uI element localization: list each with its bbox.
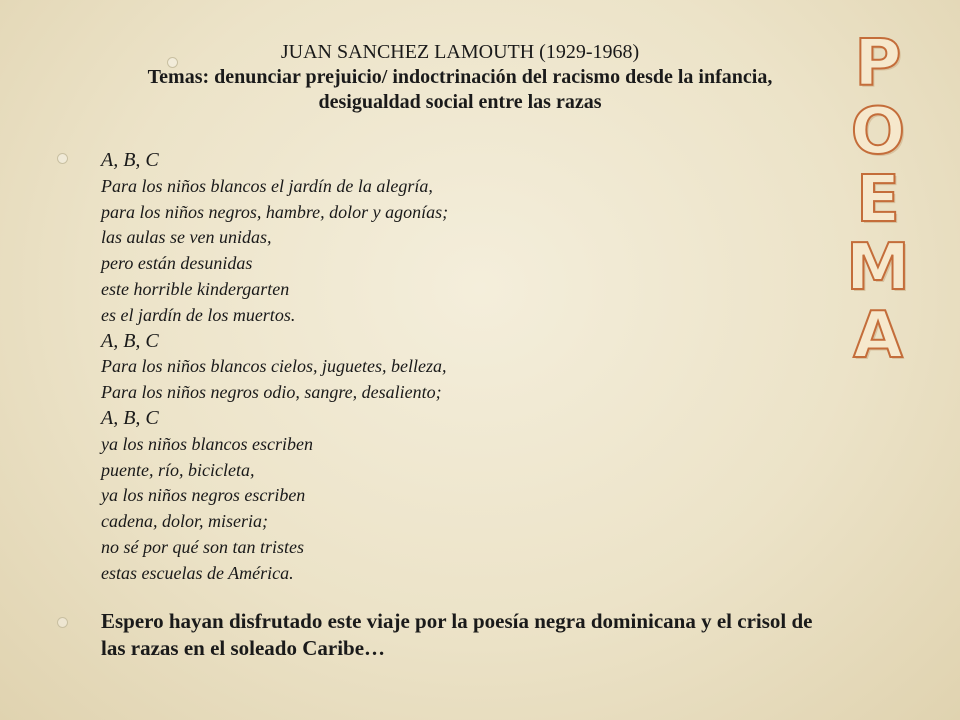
poem-line: las aulas se ven unidas,	[101, 227, 272, 248]
poem-line: A, B, C	[101, 329, 159, 352]
poem-line: para los niños negros, hambre, dolor y agonías;	[101, 201, 449, 222]
poem-line: Para los niños negros odio, sangre, desaliento;	[101, 382, 442, 403]
poem-line: Para los niños blancos cielos, juguetes, belleza,	[101, 356, 447, 377]
author-line: JUAN SANCHEZ LAMOUTH (1929-1968)	[280, 41, 640, 63]
poem-line: cadena, dolor, miseria;	[101, 511, 268, 532]
title-letter: M	[846, 231, 910, 305]
poem-line: es el jardín de los muertos.	[101, 304, 296, 325]
poem-line: pero están desunidas	[101, 253, 253, 274]
poem-line: estas escuelas de América.	[101, 562, 294, 583]
title-letter: A	[853, 299, 903, 373]
poem-line: ya los niños negros escriben	[101, 485, 306, 506]
poem-line: puente, río, bicicleta,	[101, 459, 255, 480]
poem-line: A, B, C	[101, 406, 159, 429]
poem-line: ya los niños blancos escriben	[101, 433, 313, 454]
bullet-icon	[57, 617, 68, 628]
title-letter: P	[854, 27, 902, 101]
title-letter: E	[856, 163, 900, 237]
poem-line: no sé por qué son tan tristes	[101, 536, 305, 557]
slide-header	[100, 40, 820, 115]
poem-line: este horrible kindergarten	[101, 278, 290, 299]
vertical-title-poema	[846, 27, 910, 373]
themes-line: Temas: denunciar prejuicio/ indoctrinación del racismo desde la infancia, desigualdad social entre las razas	[147, 66, 773, 113]
poem-body	[101, 148, 801, 587]
poem-line: Para los niños blancos el jardín de la alegría,	[101, 175, 433, 196]
poem-line: A, B, C	[101, 149, 159, 171]
bullet-icon	[57, 153, 68, 164]
title-letter: O	[850, 95, 906, 169]
closing-text: Espero hayan disfrutado este viaje por la poesía negra dominicana y el crisol de las razas en el soleado Caribe…	[101, 609, 813, 660]
